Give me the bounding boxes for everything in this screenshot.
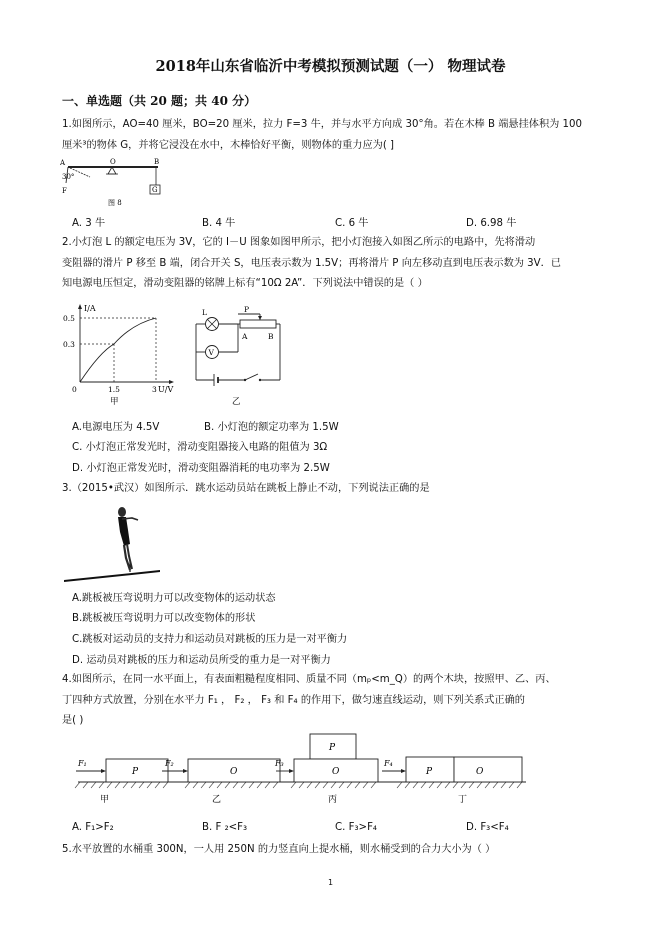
q2-option-a[interactable]: A.电源电压为 4.5V (72, 422, 160, 433)
section-heading: 一、单选题（共 20 题；共 40 分） (62, 94, 257, 108)
q2-graph-xtick-3: 3 (152, 385, 157, 394)
q4-fig4-block-p: P (426, 767, 433, 777)
q1-label-A: A (60, 159, 66, 167)
q2-circuit-label-B: B (268, 332, 274, 341)
q5-text-line1: 5.水平放置的水桶重 300N，一人用 250N 的力竖直向上提水桶，则水桶受到的合力大小为（ ） (62, 844, 496, 855)
q3-text-line1: 3.（2015•武汉）如图所示．跳水运动员站在跳板上静止不动，下列说法正确的是 (62, 483, 430, 494)
q4-text-line2: 丁四种方式放置，分别在水平力 F₁ ， F₂ ， F₃ 和 F₄ 的作用下，做匀速直线运动，则下列关系式正确的 (62, 695, 525, 706)
q4-fig2-force-label: F₂ (165, 759, 174, 768)
q4-option-d[interactable]: D. F₃<F₄ (466, 822, 509, 833)
q3-option-b[interactable]: B.跳板被压弯说明力可以改变物体的形状 (72, 613, 256, 624)
q1-option-a[interactable]: A. 3 牛 (72, 218, 106, 229)
q4-text-line3: 是( ) (62, 715, 84, 726)
q1-text-line2: 厘米³的物体 G，并将它浸没在水中，木棒恰好平衡，则物体的重力应为( ] (62, 140, 395, 151)
q4-text-line1: 4.如图所示，在同一水平面上，有表面粗糙程度相同、质量不同（mₚ<m_Q）的两个木块，按照甲、乙、丙、 (62, 674, 556, 685)
q2-circuit-label-V: V (208, 348, 214, 357)
q4-fig1-force-label: F₁ (78, 759, 87, 768)
q1-label-angle: 30° (62, 173, 75, 181)
q2-text-line2: 变阻器的滑片 P 移至 B 端，闭合开关 S，电压表示数为 1.5V；再将滑片 P 向左移动直到电压表示数为 3V．已 (62, 258, 562, 269)
q1-figure-caption: 图 8 (108, 199, 122, 207)
q2-option-c[interactable]: C. 小灯泡正常发光时，滑动变阻器接入电路的阻值为 3Ω (72, 442, 328, 453)
q3-option-d[interactable]: D. 运动员对跳板的压力和运动员所受的重力是一对平衡力 (72, 655, 331, 666)
q1-label-O: O (110, 158, 116, 166)
q4-fig1-caption: 甲 (100, 795, 110, 805)
q2-text-line1: 2.小灯泡 L 的额定电压为 3V，它的 I－U 图象如图甲所示，把小灯泡接入如图乙所示的电路中，先将滑动 (62, 237, 536, 248)
page-number: 1 (327, 878, 334, 887)
q4-option-a[interactable]: A. F₁>F₂ (72, 822, 114, 833)
q3-option-a[interactable]: A.跳板被压弯说明力可以改变物体的运动状态 (72, 593, 276, 604)
q2-circuit-label-L: L (202, 308, 207, 317)
q4-fig4-force-label: F₄ (384, 759, 393, 768)
q1-option-d[interactable]: D. 6.98 牛 (466, 218, 517, 229)
q4-fig3-caption: 丙 (328, 795, 338, 805)
q4-fig3-block-o: O (332, 767, 340, 777)
q2-circuit-label-P: P (244, 305, 250, 314)
q2-option-b[interactable]: B. 小灯泡的额定功率为 1.5W (204, 422, 339, 433)
q4-blocks-figure (70, 730, 530, 810)
q4-fig2-block-o: O (230, 767, 238, 777)
q2-option-d[interactable]: D. 小灯泡正常发光时，滑动变阻器消耗的电功率为 2.5W (72, 463, 330, 474)
page-title: 2018年山东省临沂中考模拟预测试题（一） 物理试卷 (155, 58, 506, 75)
q2-graph-xtick-0: 0 (72, 385, 77, 394)
q4-fig3-block-p: P (329, 743, 336, 753)
q4-option-c[interactable]: C. F₃>F₄ (335, 822, 378, 833)
q4-option-b[interactable]: B. F ₂<F₃ (202, 822, 248, 833)
q4-fig4-block-o: O (476, 767, 484, 777)
q2-graph-ytick-05: 0.5 (63, 314, 75, 323)
q2-text-line3: 知电源电压恒定，滑动变阻器的铭牌上标有“10Ω 2A”．下列说法中错误的是（ ） (62, 278, 428, 289)
q4-fig2-caption: 乙 (212, 795, 222, 805)
q2-graph-ytick-03: 0.3 (63, 340, 75, 349)
q1-lever-figure (60, 155, 170, 209)
q3-option-c[interactable]: C.跳板对运动员的支持力和运动员对跳板的压力是一对平衡力 (72, 634, 348, 645)
q2-iu-graph (60, 300, 180, 408)
q2-graph-ylabel: I/A (84, 304, 96, 313)
q2-graph-xlabel: U/V (158, 385, 174, 394)
q1-label-F: F (62, 187, 67, 195)
q4-fig4-caption: 丁 (458, 795, 468, 805)
q3-diver-illustration (60, 500, 160, 584)
q1-label-B: B (154, 158, 160, 166)
q1-text-line1: 1.如图所示，AO=40 厘米，BO=20 厘米，拉力 F=3 牛，并与水平方向成 30°角。若在木棒 B 端悬挂体积为 100 (62, 119, 583, 130)
q2-circuit-diagram (188, 302, 288, 408)
q2-graph-caption: 甲 (110, 397, 119, 407)
q4-fig1-block-p: P (132, 767, 139, 777)
q1-option-b[interactable]: B. 4 牛 (202, 218, 236, 229)
q4-fig3-force-label: F₃ (275, 759, 284, 768)
q2-circuit-caption: 乙 (232, 397, 241, 407)
q1-option-c[interactable]: C. 6 牛 (335, 218, 369, 229)
q1-label-G: G (152, 186, 158, 194)
q2-circuit-label-A: A (242, 332, 248, 341)
q2-graph-xtick-15: 1.5 (108, 385, 120, 394)
